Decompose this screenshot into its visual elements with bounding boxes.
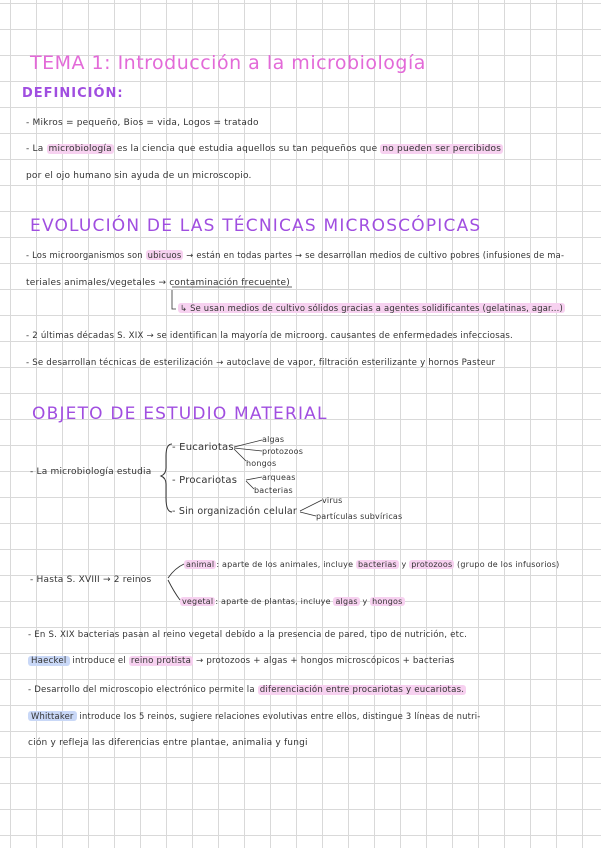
highlight-reino-protista: reino protista xyxy=(130,656,192,666)
evolucion-line-4: - 2 últimas décadas S. XIX → se identifican la mayoría de microorg. causantes de enfermedades infecciosas. xyxy=(26,331,513,341)
highlight-bacterias: bacterias xyxy=(357,560,397,569)
definicion-text: - La xyxy=(26,144,47,154)
reinos-animal xyxy=(184,560,559,569)
historia-text: introduce los 5 reinos, sugiere relaciones evolutivas entre ellos, distingue 3 líneas de nutri- xyxy=(76,711,481,721)
highlight-algas: algas xyxy=(335,597,358,606)
historia-text: - Desarrollo del microscopio electrónico permite la xyxy=(28,685,258,695)
definicion-heading: DEFINICIÓN: xyxy=(22,86,124,101)
historia-line-2 xyxy=(28,656,454,666)
page-title: TEMA 1: Introducción a la microbiología xyxy=(30,52,426,74)
highlight-diferenciacion: diferenciación entre procariotas y eucariotas. xyxy=(259,685,465,695)
highlight-vegetal: vegetal xyxy=(182,597,214,606)
objeto-arqueas: arqueas xyxy=(262,473,296,482)
objeto-particulas: partículas subvíricas xyxy=(316,512,403,521)
objeto-heading: OBJETO DE ESTUDIO MATERIAL xyxy=(32,404,328,424)
reinos-text: (grupo de los infusorios) xyxy=(454,560,560,569)
objeto-protozoos: protozoos xyxy=(262,447,304,456)
objeto-eucariotas: - Eucariotas xyxy=(172,442,234,453)
reinos-vegetal xyxy=(180,597,405,606)
historia-line-1: - En S. XIX bacterias pasan al reino vegetal debido a la presencia de pared, tipo de nutrición, etc. xyxy=(28,630,468,640)
evolucion-line-2: teriales animales/vegetales → contaminación frecuente) xyxy=(26,278,290,288)
highlight-animal: animal xyxy=(186,560,215,569)
highlight-no-pueden: no pueden ser percibidos xyxy=(382,144,502,154)
objeto-bacterias: bacterias xyxy=(254,486,293,495)
highlight-hongos: hongos xyxy=(372,597,403,606)
reinos-text: y xyxy=(359,597,371,606)
historia-line-4 xyxy=(28,711,481,721)
evolucion-line-1 xyxy=(26,250,564,260)
highlight-whittaker: Whittaker xyxy=(28,711,77,721)
definicion-line-3: por el ojo humano sin ayuda de un microscopio. xyxy=(26,171,252,181)
highlight-ubicuos: ubicuos xyxy=(147,250,182,260)
historia-text: introduce el xyxy=(69,656,129,666)
reinos-text: y xyxy=(398,560,410,569)
evolucion-line-5: - Se desarrollan técnicas de esterilización → autoclave de vapor, filtración esterilizante y hornos Pasteur xyxy=(26,358,496,368)
definicion-line-2 xyxy=(26,144,503,154)
historia-line-3 xyxy=(28,685,466,695)
reinos-text: : aparte de los animales, incluye xyxy=(216,560,356,569)
definicion-text: su tan pequeños xyxy=(278,144,357,154)
evolucion-line-3 xyxy=(178,303,565,313)
evolucion-text: ↳ Se usan medios de cultivo sólidos gracias a agentes solidificantes (gelatinas, agar...) xyxy=(180,303,563,313)
highlight-haeckel: Haeckel xyxy=(28,656,70,666)
evolucion-text: - Los microorganismos son xyxy=(26,250,146,260)
reinos-intro: - Hasta S. XVIII → 2 reinos xyxy=(30,575,152,585)
objeto-intro: - La microbiología estudia xyxy=(30,467,152,477)
objeto-procariotas: - Procariotas xyxy=(172,475,238,486)
objeto-hongos: hongos xyxy=(246,459,277,468)
historia-text: → protozoos + algas + hongos microscópicos + bacterias xyxy=(193,656,455,666)
definicion-text: que xyxy=(356,144,381,154)
definicion-text: es la ciencia que estudia aquellos xyxy=(113,144,279,154)
evolucion-heading: EVOLUCIÓN DE LAS TÉCNICAS MICROSCÓPICAS xyxy=(30,216,482,236)
highlight-protozoos: protozoos xyxy=(411,560,453,569)
objeto-virus: virus xyxy=(322,496,343,505)
definicion-line-1: - Mikros = pequeño, Bios = vida, Logos = tratado xyxy=(26,118,259,128)
objeto-sin-organizacion: - Sin organización celular xyxy=(172,506,298,517)
reinos-text: : aparte de plantas, incluye xyxy=(215,597,334,606)
historia-line-5: ción y refleja las diferencias entre plantae, animalia y fungi xyxy=(28,738,308,748)
objeto-algas: algas xyxy=(262,435,285,444)
highlight-microbiologia: microbiología xyxy=(48,144,112,154)
evolucion-text: → están en todas partes → se desarrollan medios de cultivo pobres (infusiones de ma- xyxy=(183,250,565,260)
